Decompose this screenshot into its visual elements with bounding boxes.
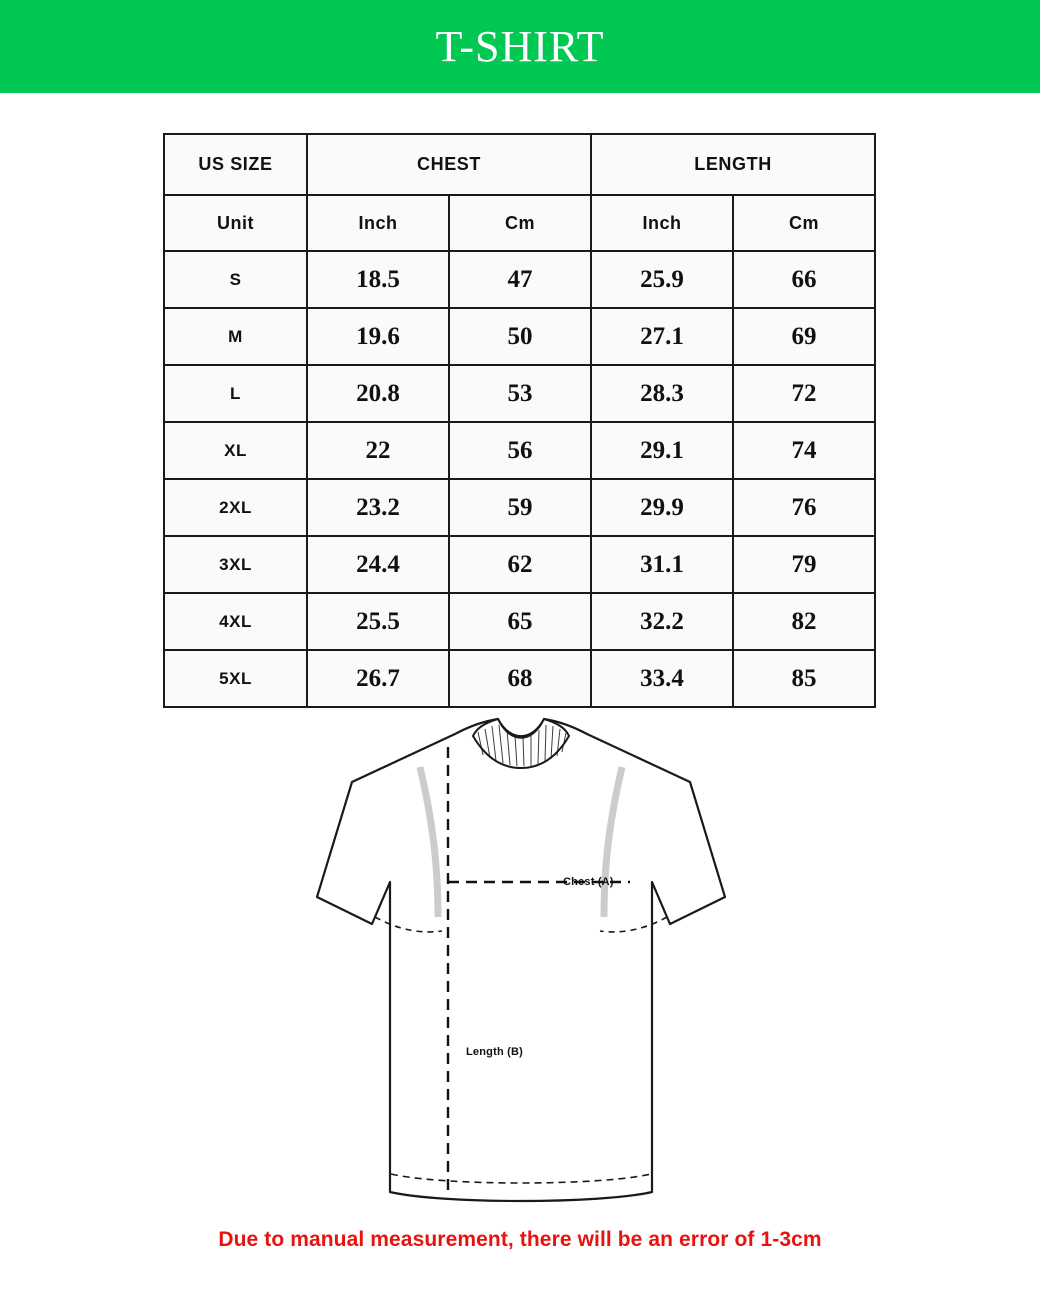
chest-measure-label: Chest (A): [563, 876, 614, 888]
size-table: [163, 133, 876, 708]
header-chest: CHEST: [307, 134, 591, 195]
cell-chest-inch: 26.7: [307, 650, 449, 707]
size-table-container: [163, 133, 876, 708]
cell-length-cm: 85: [733, 650, 875, 707]
unit-label: Unit: [164, 195, 307, 251]
table-row: [164, 422, 875, 479]
cell-length-inch: 27.1: [591, 308, 733, 365]
unit-chest-cm: Cm: [449, 195, 591, 251]
cell-length-inch: 33.4: [591, 650, 733, 707]
cell-length-inch: 28.3: [591, 365, 733, 422]
unit-chest-inch: Inch: [307, 195, 449, 251]
cell-length-cm: 69: [733, 308, 875, 365]
cell-chest-cm: 59: [449, 479, 591, 536]
cell-size: S: [164, 251, 307, 308]
cell-chest-inch: 25.5: [307, 593, 449, 650]
table-unit-row: [164, 195, 875, 251]
table-row: [164, 536, 875, 593]
cell-chest-cm: 65: [449, 593, 591, 650]
cell-chest-cm: 50: [449, 308, 591, 365]
cell-length-cm: 82: [733, 593, 875, 650]
cell-length-cm: 72: [733, 365, 875, 422]
cell-chest-inch: 19.6: [307, 308, 449, 365]
cell-chest-cm: 56: [449, 422, 591, 479]
cell-size: L: [164, 365, 307, 422]
table-row: [164, 479, 875, 536]
header-length: LENGTH: [591, 134, 875, 195]
length-measure-label: Length (B): [466, 1046, 523, 1058]
cell-chest-inch: 20.8: [307, 365, 449, 422]
header-us-size: US SIZE: [164, 134, 307, 195]
cell-chest-cm: 62: [449, 536, 591, 593]
cell-chest-inch: 24.4: [307, 536, 449, 593]
cell-length-inch: 25.9: [591, 251, 733, 308]
cell-length-cm: 74: [733, 422, 875, 479]
table-row: [164, 308, 875, 365]
cell-chest-cm: 68: [449, 650, 591, 707]
cell-length-inch: 29.9: [591, 479, 733, 536]
cell-chest-cm: 53: [449, 365, 591, 422]
table-row: [164, 251, 875, 308]
tshirt-diagram: [270, 712, 770, 1217]
cell-length-cm: 76: [733, 479, 875, 536]
page-title: T-SHIRT: [435, 22, 605, 71]
cell-length-cm: 66: [733, 251, 875, 308]
table-row: [164, 650, 875, 707]
cell-size: M: [164, 308, 307, 365]
cell-chest-cm: 47: [449, 251, 591, 308]
cell-length-cm: 79: [733, 536, 875, 593]
table-row: [164, 593, 875, 650]
cell-size: 5XL: [164, 650, 307, 707]
cell-size: 2XL: [164, 479, 307, 536]
cell-length-inch: 32.2: [591, 593, 733, 650]
cell-length-inch: 29.1: [591, 422, 733, 479]
cell-length-inch: 31.1: [591, 536, 733, 593]
cell-chest-inch: 18.5: [307, 251, 449, 308]
table-header-row: [164, 134, 875, 195]
cell-size: 4XL: [164, 593, 307, 650]
cell-chest-inch: 23.2: [307, 479, 449, 536]
cell-size: 3XL: [164, 536, 307, 593]
cell-size: XL: [164, 422, 307, 479]
unit-length-cm: Cm: [733, 195, 875, 251]
tshirt-outline-icon: [270, 712, 770, 1217]
cell-chest-inch: 22: [307, 422, 449, 479]
table-row: [164, 365, 875, 422]
unit-length-inch: Inch: [591, 195, 733, 251]
header-banner: [0, 0, 1040, 93]
measurement-disclaimer: Due to manual measurement, there will be an error of 1-3cm: [218, 1228, 822, 1251]
